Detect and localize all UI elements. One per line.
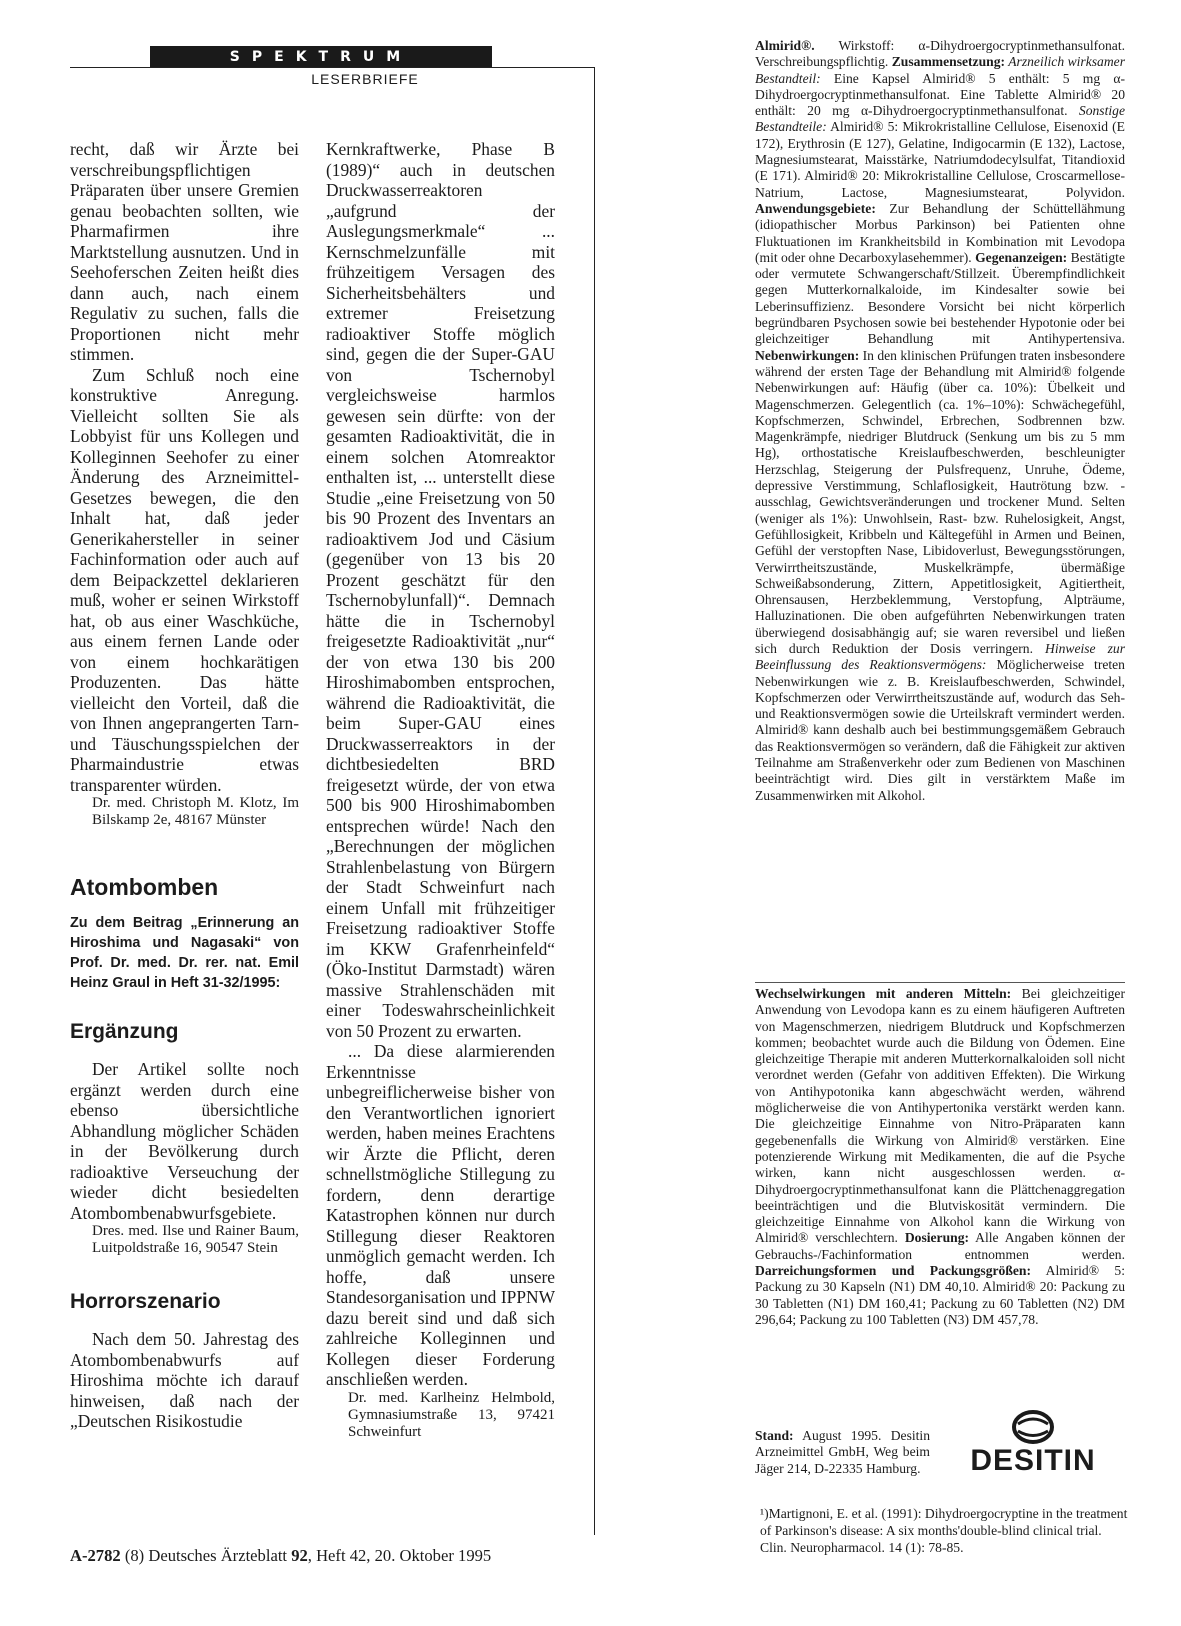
info-text: Möglicherweise treten Nebenwirkungen wie z. B. Kreislaufbeschwerden, Schwindel, Kopfschmerzen oder Verwirrtheitszustände auf, wodurch das Seh- und Reaktionsvermögen sowie die Urteilskraft vermindert werden. Almirid® kann deshalb auch bei bestimmungsgemäßem Gebrauch das Reaktionsvermögen so verändern, daß die Fähigkeit zur aktiven Teilnahme am Straßenverkehr oder zum Bedienen von Maschinen beeinträchtigt wird. Dies gilt in verstärktem Maße im Zusammenwirken mit Alkohol.	[755, 657, 1125, 803]
info-label: Stand:	[755, 1428, 794, 1443]
desitin-logo	[938, 1408, 1128, 1488]
letter-heading: Horrorszenario	[70, 1290, 221, 1313]
info-text: In den klinischen Prüfungen traten insbesondere während der ersten Tage der Behandlung mit Almirid® folgende Nebenwirkungen auf: Häufig (über ca. 10%): Übelkeit und Magenschmerzen. Gelegentlich (ca. 1%–10%): Schwächegefühl, Kopfschmerzen, Schwindel, Erbrechen, Sodbrennen bzw. Magenkrämpfe, niedriger Blutdruck (Senkung um bis zu 5 mm Hg), orthostatische Kreislaufbeschwerden, beschleunigter Herzschlag, Steigerung der Pulsfrequenz, Unruhe, Ödeme, depressive Verstimmung, Schlaflosigkeit, Hautrötung bzw. -ausschlag, Gewichtsveränderungen und trockener Mund. Selten (weniger als 1%): Unwohlsein, Rast- bzw. Ruhelosigkeit, Angst, Gefühllosigkeit, Kribbeln und Kältegefühl in Armen und Beinen, Gefühl der verstopften Nase, Libidoverlust, Bewegungsstörungen, Verwirrtheitszustände, Muskelkrämpfe, übermäßige Schweißabsonderung, Zittern, Appetitlosigkeit, Agitiertheit, Ohrensausen, Herzbeklemmung, Verstopfung, Alpträume, Halluzinationen. Die oben aufgeführten Nebenwirkungen traten überwiegend dosisabhängig auf; sie waren reversibel und ließen sich durch Reduktion der Dosis verringern.	[755, 347, 1125, 656]
info-label: Nebenwirkungen:	[755, 347, 860, 363]
letter-paragraph: recht, daß wir Ärzte bei verschreibungspflichtigen Präparaten über unsere Gremien genau beobachten sollten, wie Pharmafirmen ihre Marktstellung ausnutzen. Und in Seehoferschen Zeiten heißt dies dann auch, nach einem Regulativ zu suchen, falls die Proportionen nicht mehr stimmen.	[70, 139, 299, 364]
info-label: Dosierung:	[904, 1230, 970, 1246]
product-info-block-2	[755, 986, 1125, 1328]
article-intro: Zu dem Beitrag „Erinnerung an Hiroshima und Nagasaki“ von Prof. Dr. med. Dr. rer. nat. Emil Heinz Graul in Heft 31-32/1995:	[70, 915, 299, 991]
letter-paragraph: Nach dem 50. Jahrestag des Atombombenabwurfs auf Hiroshima möchte ich darauf hinweisen, daß nach der „Deutschen Risikostudie	[70, 1329, 299, 1431]
company-address	[755, 1428, 930, 1477]
letter-signature: Dres. med. Ilse und Rainer Baum, Luitpoldstraße 16, 90547 Stein	[92, 1223, 299, 1256]
letter-paragraph: Der Artikel sollte noch ergänzt werden durch eine ebenso übersichtliche Abhandlung möglicher Schäden in der Bevölkerung durch radioaktive Verseuchung der wieder dicht besiedelten Atombombenabwurfsgebiete.	[70, 1059, 299, 1223]
section-header-bar	[150, 46, 492, 68]
info-italic-label: Sonstige Bestandteile:	[755, 103, 1125, 135]
column-divider	[594, 67, 595, 1535]
page-number: A-2782	[70, 1546, 121, 1565]
info-text: Wirkstoff: α-Dihydroergocryptinmethansulfonat. Verschreibungspflichtig.	[755, 38, 1125, 70]
info-text: August 1995. Desitin Arzneimittel GmbH, Weg beim Jäger 214, D-22335 Hamburg.	[755, 1428, 930, 1476]
footer-text: (8) Deutsches Ärzteblatt	[120, 1546, 292, 1565]
info-label: Zusammensetzung:	[891, 54, 1006, 70]
info-text: Zur Behandlung der Schüttellähmung (idiopathischer Morbus Parkinson) bei Patienten ohne Fluktuationen im Krankheitsbild in Kombination mit Levodopa (mit oder ohne Decarboxylasehemmer).	[755, 200, 1125, 265]
header-rule	[70, 67, 595, 68]
desitin-emblem-icon	[938, 1408, 1128, 1446]
product-name: Almirid®.	[755, 38, 815, 53]
info-italic-label: Hinweise zur Beeinflussung des Reaktionsvermögens:	[755, 640, 1125, 673]
letter-paragraph: Zum Schluß noch eine konstruktive Anregung. Vielleicht sollten Sie als Lobbyist für uns Kollegen und Kolleginnen Seehofer zu einer Änderung des Arzneimittel-Gesetzes bewegen, die den Inhalt hat, daß jeder Generikahersteller in seiner Fachinformation oder auch auf dem Beipackzettel deklarieren muß, woher er seinen Wirkstoff hat, ob aus einer Waschküche, aus einem fernen Lande oder von einem hochkarätigen Produzenten. Das hätte vielleicht den Vorteil, daß die von Ihnen angeprangerten Tarn- und Täuschungsspielchen der Pharmaindustrie etwas transparenter würden.	[70, 364, 299, 795]
letter-paragraph: ... Da diese alarmierenden Erkenntnisse unbegreiflicherweise bisher von den Verantwortlichen ignoriert werden, haben meines Erachtens wir Ärzte die Pflicht, deren schnellstmögliche Stillegung zu fordern, denn derartige Katastrophen können nur durch Stillegung dieser Reaktoren unmöglich gemacht werden. Ich hoffe, daß unsere Standesorganisation und IPPNW dazu bereit sind und daß sich zahlreiche Kolleginnen und Kollegen dieser Forderung anschließen werden.	[326, 1041, 555, 1389]
info-text: Eine Kapsel Almirid® 5 enthält: 5 mg α-Dihydroergocryptinmethansulfonat. Eine Tablette Almirid® 20 enthält: 20 mg α-Dihydroergocryptinmethansulfonat.	[755, 70, 1125, 119]
volume-number: 92	[291, 1546, 308, 1565]
info-text: Bei gleichzeitiger Anwendung von Levodopa kann es zu einem häufigeren Auftreten von Magenschmerzen, niedrigem Blutdruck und Kopfschmerzen kommen; beobachtet wurde auch die Bildung von Ödemen. Eine gleichzeitige Therapie mit anderen Mutterkornalkaloiden soll nicht verordnet werden (Gefahr von additiven Effekten). Die Wirkung von Antihypotonika kann abgeschwächt werden, während möglicherweise die von Antihypertonika verstärkt werden kann. Die gleichzeitige Einnahme von Nitro-Präparaten kann gegebenenfalls die Wirkung von Almirid® verstärken. Eine potenzierende Wirkung mit Medikamenten, die auf die Psyche wirken, kann nicht ausgeschlossen werden. α-Dihydroergocryptinmethansulfonat kann die Plättchenaggregation beeinträchtigen und die Blutviskosität vermindern. Die gleichzeitige Einnahme von Alkohol kann die Wirkung von Almirid® verschlechtern.	[755, 986, 1125, 1246]
product-info-block	[755, 38, 1125, 804]
column-2	[326, 139, 555, 1441]
column-1	[70, 139, 299, 1432]
info-text: Almirid® 5: Mikrokristalline Cellulose, Eisenoxid (E 172), Erythrosin (E 127), Gelatine, Indigocarmin (E 132), Lactose, Magnesiumstearat, Maisstärke, Natriumdodecylsulfat, Titandioxid (E 171). Almirid® 20: Mikrokristalline Cellulose, Croscarmellose-Natrium, Lactose, Magnesiumstearat, Polyvidon.	[755, 119, 1125, 200]
letter-heading: Ergänzung	[70, 1020, 179, 1043]
footnote: ¹)Martignoni, E. et al. (1991): Dihydroergocryptine in the treatment of Parkinson's disease: A six months'double-blind clinical trial. Clin. Neuropharmacol. 14 (1): 78-85.	[760, 1506, 1128, 1555]
info-label: Gegenanzeigen:	[975, 249, 1068, 265]
info-separator	[755, 982, 1125, 983]
letter-signature: Dr. med. Christoph M. Klotz, Im Bilskamp 2e, 48167 Münster	[92, 795, 299, 828]
info-label: Wechselwirkungen mit anderen Mitteln:	[755, 986, 1012, 1001]
letter-paragraph: Kernkraftwerke, Phase B (1989)“ auch in deutschen Druckwasserreaktoren „aufgrund der Auslegungsmerkmale“ ... Kernschmelzunfälle mit frühzeitigem Versagen des Sicherheitsbehälters und extremer Freisetzung radioaktiver Stoffe möglich sind, gegen die der Super-GAU von Tschernobyl vergleichsweise harmlos gewesen sein dürfte: von der gesamten Radioaktivität, die in einem solchen Atomreaktor enthalten ist, ... unterstellt diese Studie „eine Freisetzung von 50 bis 90 Prozent des Inventars an radioaktivem Jod und Cäsium (gegenüber von 13 bis 20 Prozent geschätzt für den Tschernobylunfall)“. Demnach hätte die in Tschernobyl freigesetzte Radioaktivität „nur“ der von etwa 130 bis 200 Hiroshimabomben entsprochen, während die Radioaktivität, die beim Super-GAU eines Druckwasserreaktors in der dichtbesiedelten BRD freigesetzt würde, der von etwa 500 bis 900 Hiroshimabomben entsprechen würde! Nach den „Berechnungen der möglichen Strahlenbelastung von Bürgern der Stadt Schweinfurt nach einem Unfall mit frühzeitiger Freisetzung radioaktiver Stoffe im KKW Grafenrheinfeld“ (Öko-Institut Darmstadt) wären massive Strahlenschäden mit einer Todeswahrscheinlichkeit von 50 Prozent zu erwarten.	[326, 139, 555, 1041]
logo-wordmark: DESITIN	[970, 1444, 1096, 1477]
article-heading: Atombomben	[70, 874, 219, 900]
info-label: Darreichungsformen und Packungsgrößen:	[755, 1263, 1032, 1279]
letter-signature: Dr. med. Karlheinz Helmbold, Gymnasiumstraße 13, 97421 Schweinfurt	[348, 1389, 555, 1440]
info-italic-label: Arzneilich wirksamer Bestandteil:	[755, 54, 1125, 86]
page-footer	[70, 1546, 491, 1566]
info-text: Almirid® 5: Packung zu 30 Kapseln (N1) DM 40,10. Almirid® 20: Packung zu 30 Tabletten (N1) DM 160,41; Packung zu 60 Tabletten (N2) DM 296,64; Packung zu 100 Tabletten (N3) DM 457,78.	[755, 1263, 1126, 1327]
section-title: SPEKTRUM	[229, 49, 413, 65]
footer-issue: , Heft 42, 20. Oktober 1995	[307, 1546, 492, 1565]
info-text: Alle Angaben können der Gebrauchs-/Fachinformation entnommen werden.	[755, 1230, 1125, 1262]
section-subtitle: LESERBRIEFE	[311, 71, 419, 87]
info-text: Bestätigte oder vermutete Schwangerschaft/Stillzeit. Überempfindlichkeit gegen Mutterkornalkaloide, im Kindesalter sowie bei Leberinsuffizienz. Besondere Vorsicht bei nicht körperlich begründbaren Psychosen sowie bei bestehender Hypotonie oder bei gleichzeitiger Behandlung mit Antihypertensiva.	[755, 249, 1125, 347]
info-label: Anwendungsgebiete:	[755, 200, 876, 216]
